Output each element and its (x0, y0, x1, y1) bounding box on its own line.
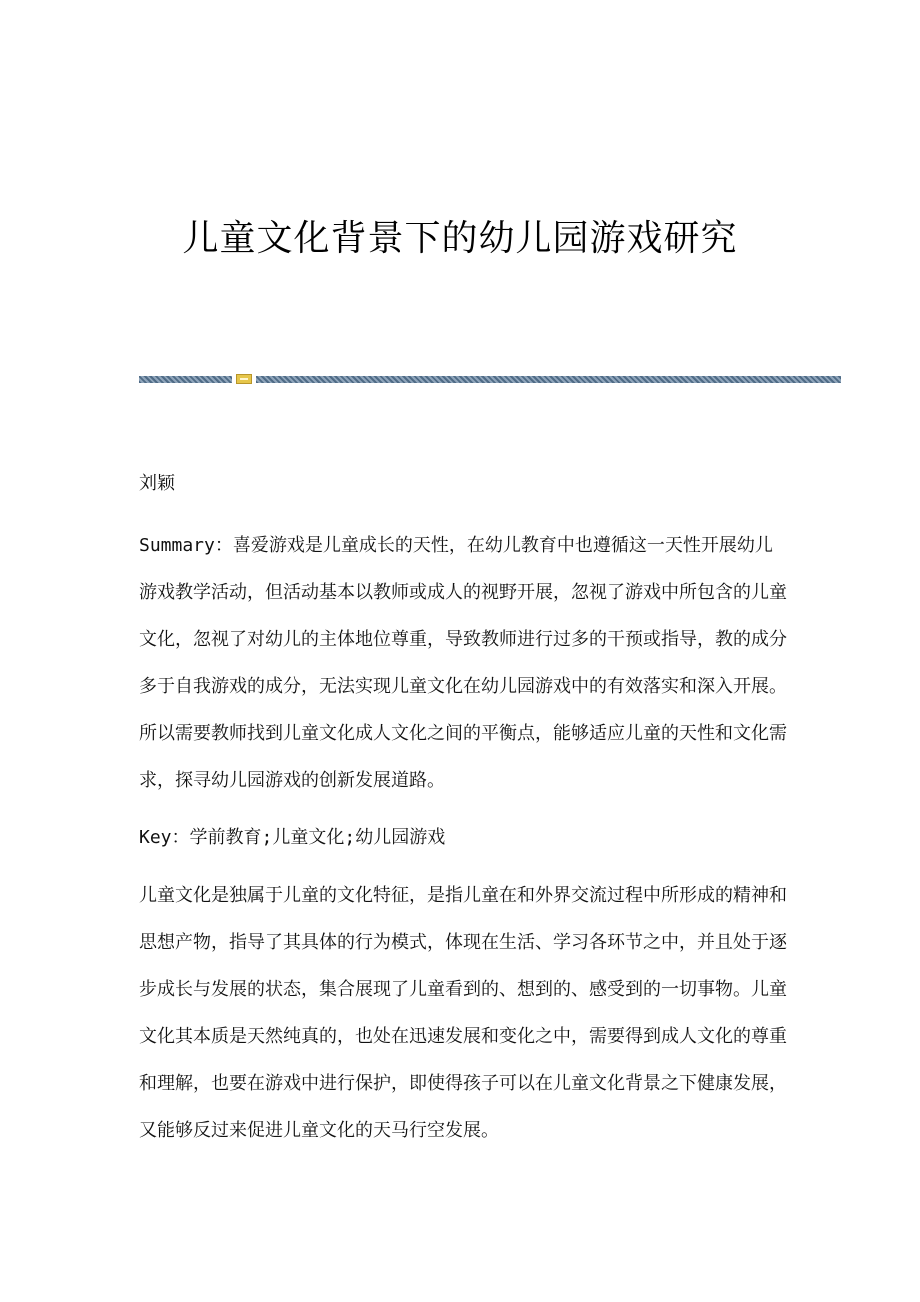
summary-label: Summary： (139, 535, 233, 556)
summary-paragraph (139, 522, 789, 804)
title-divider (139, 374, 841, 384)
keywords-line (139, 822, 789, 854)
body-paragraph: 儿童文化是独属于儿童的文化特征，是指儿童在和外界交流过程中所形成的精神和思想产物，指导了其具体的行为模式，体现在生活、学习各环节之中，并且处于逐步成长与发展的状态，集合展现了儿童看到的、想到的、感受到的一切事物。儿童文化其本质是天然纯真的，也处在迅速发展和变化之中，需要得到成人文化的尊重和理解，也要在游戏中进行保护，即使得孩子可以在儿童文化背景之下健康发展，又能够反过来促进儿童文化的天马行空发展。 (139, 885, 787, 1141)
summary-text: 喜爱游戏是儿童成长的天性，在幼儿教育中也遵循这一天性开展幼儿游戏教学活动，但活动基本以教师或成人的视野开展，忽视了游戏中所包含的儿童文化，忽视了对幼儿的主体地位尊重，导致教师进行过多的干预或指导，教的成分多于自我游戏的成分，无法实现儿童文化在幼儿园游戏中的有效落实和深入开展。所以需要教师找到儿童文化成人文化之间的平衡点，能够适应儿童的天性和文化需求，探寻幼儿园游戏的创新发展道路。 (139, 535, 787, 791)
document-title: 儿童文化背景下的幼儿园游戏研究 (182, 218, 738, 259)
divider-bar-right (256, 376, 841, 383)
document-body (139, 468, 789, 1154)
author-name: 刘颖 (139, 473, 175, 494)
divider-ornament-icon (236, 374, 252, 384)
divider-bar-left (139, 376, 232, 383)
keywords-text: 学前教育;儿童文化;幼儿园游戏 (189, 827, 446, 848)
keywords-label: Key： (139, 827, 190, 848)
